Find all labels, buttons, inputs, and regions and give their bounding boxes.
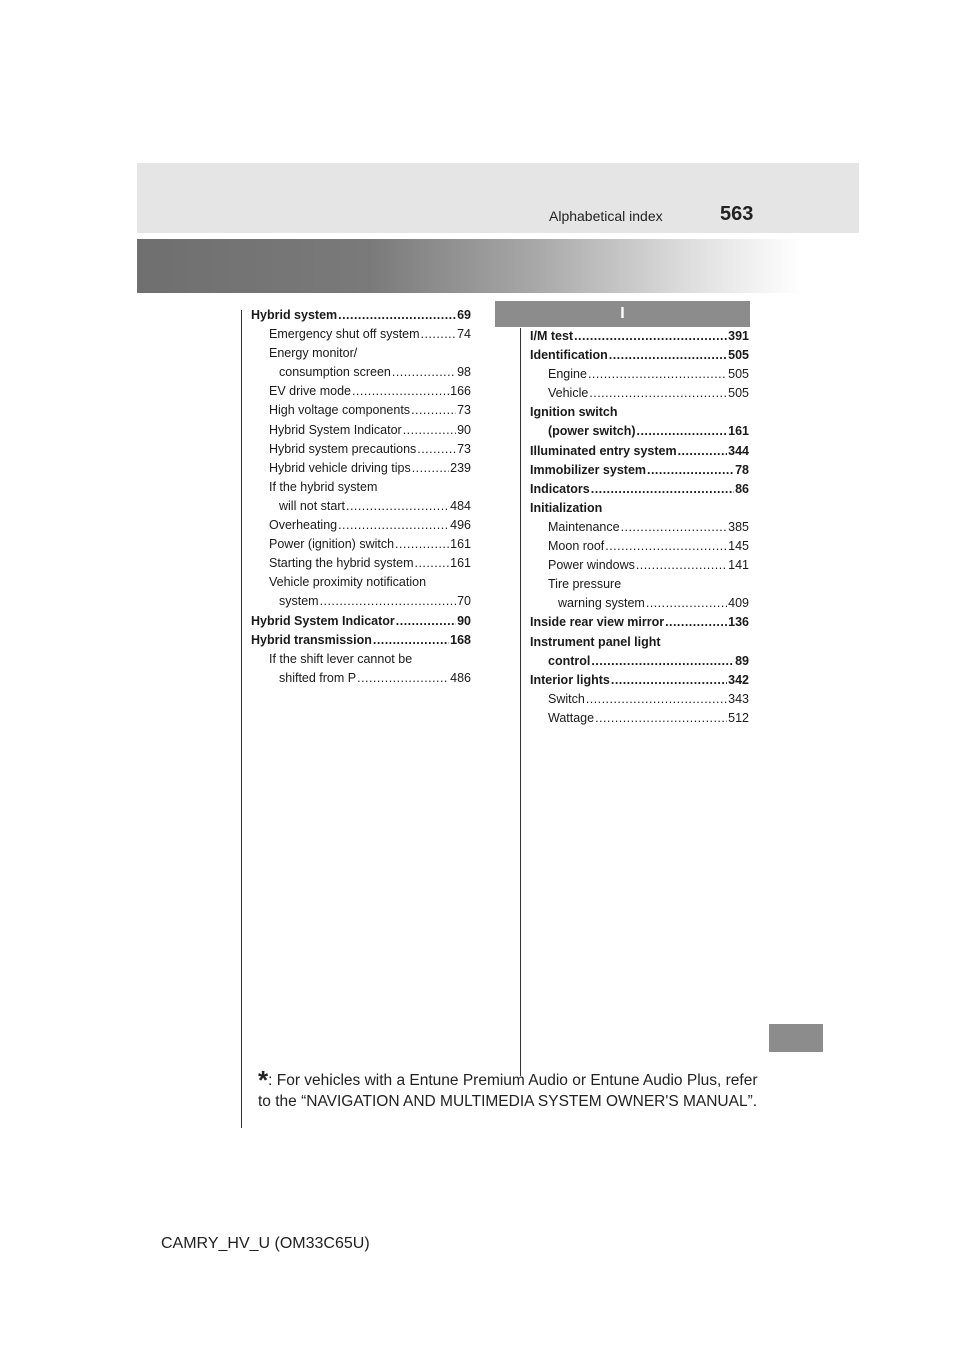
dot-leader xyxy=(396,612,456,631)
index-entry-page: 496 xyxy=(450,518,471,533)
dot-leader xyxy=(415,554,450,573)
index-entry-page: 391 xyxy=(728,329,749,343)
index-entry xyxy=(251,363,471,382)
index-entry-label: Power windows xyxy=(548,558,635,573)
index-entry xyxy=(251,497,471,516)
index-entry-page: 239 xyxy=(450,460,471,475)
index-entry-page: 136 xyxy=(728,615,749,630)
dot-leader xyxy=(589,384,727,403)
index-entry-label: Inside rear view mirror xyxy=(530,615,665,630)
index-entry-label: control xyxy=(548,653,591,668)
index-entry-label: If the hybrid system xyxy=(269,479,378,494)
index-entry-label: Vehicle proximity notification xyxy=(269,575,427,590)
dot-leader xyxy=(591,480,734,499)
index-entry xyxy=(530,480,749,499)
index-entry-label: Tire pressure xyxy=(548,577,622,592)
index-entry xyxy=(530,652,749,671)
index-entry xyxy=(530,537,749,556)
index-entry-label: Switch xyxy=(548,691,585,706)
index-entry xyxy=(530,709,749,728)
index-entry-page: 78 xyxy=(735,462,749,477)
dot-leader xyxy=(609,346,727,365)
index-entry xyxy=(251,459,471,478)
dot-leader xyxy=(574,327,727,346)
index-entry xyxy=(251,382,471,401)
dot-leader xyxy=(586,690,727,709)
index-entry-label: EV drive mode xyxy=(269,384,351,399)
header-gradient-bar xyxy=(137,239,802,293)
index-entry-page: 168 xyxy=(450,632,471,647)
right-index-column xyxy=(530,327,749,728)
middle-column-rule xyxy=(520,328,521,1076)
index-entry xyxy=(530,594,749,613)
index-entry-label: Instrument panel light xyxy=(530,634,661,649)
index-entry-label: Hybrid vehicle driving tips xyxy=(269,460,411,475)
dot-leader xyxy=(421,325,457,344)
section-title: Alphabetical index xyxy=(549,208,663,224)
index-entry xyxy=(251,325,471,344)
dot-leader xyxy=(395,535,449,554)
index-entry-label: Illuminated entry system xyxy=(530,443,677,458)
section-letter-bar: I xyxy=(495,301,750,327)
index-entry-page: 70 xyxy=(457,594,471,609)
index-entry xyxy=(530,518,749,537)
dot-leader xyxy=(646,594,727,613)
index-entry-page: 90 xyxy=(457,613,471,628)
index-entry-label: consumption screen xyxy=(279,365,391,380)
dot-leader xyxy=(621,518,728,537)
dot-leader xyxy=(411,401,456,420)
dot-leader xyxy=(417,440,456,459)
index-entry-label: Starting the hybrid system xyxy=(269,556,414,571)
dot-leader xyxy=(352,382,449,401)
index-entry-label: Initialization xyxy=(530,500,603,515)
dot-leader xyxy=(647,461,734,480)
footnote xyxy=(258,1065,758,1112)
index-entry-page: 505 xyxy=(728,367,749,382)
index-entry xyxy=(251,401,471,420)
dot-leader xyxy=(588,365,727,384)
index-entry-label: Hybrid system xyxy=(251,308,338,322)
footnote-marker: * xyxy=(258,1065,269,1095)
index-entry xyxy=(530,461,749,480)
dot-leader xyxy=(403,421,456,440)
index-entry-label: Hybrid System Indicator xyxy=(251,613,395,628)
index-entry xyxy=(530,384,749,403)
dot-leader xyxy=(665,613,727,632)
left-column-rule xyxy=(241,310,242,1128)
index-entry-page: 69 xyxy=(457,308,471,322)
index-entry-page: 73 xyxy=(457,403,471,418)
index-entry-page: 484 xyxy=(450,498,471,513)
index-entry-page: 74 xyxy=(457,327,471,342)
index-entry-label: Identification xyxy=(530,348,608,363)
index-entry xyxy=(251,421,471,440)
dot-leader xyxy=(392,363,456,382)
index-entry-page: 89 xyxy=(735,653,749,668)
index-entry-label: Emergency shut off system xyxy=(269,327,420,342)
dot-leader xyxy=(595,709,727,728)
index-entry xyxy=(251,306,471,325)
index-entry-page: 161 xyxy=(728,424,749,439)
index-entry-page: 343 xyxy=(728,691,749,706)
index-entry-page: 161 xyxy=(450,556,471,571)
index-entry xyxy=(530,442,749,461)
index-entry xyxy=(530,346,749,365)
dot-leader xyxy=(591,652,734,671)
dot-leader xyxy=(678,442,728,461)
document-id: CAMRY_HV_U (OM33C65U) xyxy=(161,1235,370,1252)
page-number: 563 xyxy=(720,203,754,225)
index-entry-page: 344 xyxy=(728,443,749,458)
index-entry xyxy=(251,631,471,650)
index-entry-page: 141 xyxy=(728,558,749,573)
index-entry xyxy=(251,592,471,611)
left-index-column xyxy=(251,306,471,688)
index-entry xyxy=(251,554,471,573)
index-entry-label: will not start xyxy=(279,498,345,513)
index-entry xyxy=(251,669,471,688)
index-entry-label: (power switch) xyxy=(548,424,636,439)
index-entry-page: 98 xyxy=(457,365,471,380)
index-entry-label: Power (ignition) switch xyxy=(269,537,395,552)
footnote-text: : For vehicles with a Entune Premium Audio or Entune Audio Plus, refer to the “NAVIGATION AND MULTIMEDIA SYSTEM OWNER'S MANUAL”. xyxy=(258,1072,758,1110)
index-entry-label: Indicators xyxy=(530,481,590,496)
index-entry xyxy=(530,613,749,632)
index-entry xyxy=(251,612,471,631)
index-entry-label: Interior lights xyxy=(530,672,610,687)
index-entry xyxy=(251,440,471,459)
dot-leader xyxy=(346,497,449,516)
index-entry-label: I/M test xyxy=(530,329,574,343)
index-entry-page: 505 xyxy=(728,348,749,363)
index-entry-label: Wattage xyxy=(548,710,595,725)
index-entry xyxy=(251,535,471,554)
index-entry-page: 86 xyxy=(735,481,749,496)
index-entry-label: Immobilizer system xyxy=(530,462,647,477)
index-entry-page: 145 xyxy=(728,539,749,554)
index-entry-page: 161 xyxy=(450,537,471,552)
index-entry-label: Hybrid System Indicator xyxy=(269,422,402,437)
index-entry-page: 342 xyxy=(728,672,749,687)
index-entry-label: Hybrid transmission xyxy=(251,632,372,647)
dot-leader xyxy=(637,422,728,441)
index-entry xyxy=(530,327,749,346)
index-entry-page: 505 xyxy=(728,386,749,401)
index-entry-label: Ignition switch xyxy=(530,405,618,420)
index-entry-label: Moon roof xyxy=(548,539,605,554)
index-entry-page: 409 xyxy=(728,596,749,611)
index-entry-label: system xyxy=(279,594,319,609)
index-entry xyxy=(530,422,749,441)
index-entry-label: Maintenance xyxy=(548,519,620,534)
index-entry xyxy=(530,690,749,709)
index-entry-label: Engine xyxy=(548,367,587,382)
dot-leader xyxy=(412,459,449,478)
index-entry xyxy=(530,556,749,575)
index-entry-page: 73 xyxy=(457,441,471,456)
index-entry xyxy=(530,365,749,384)
dot-leader xyxy=(605,537,727,556)
index-entry-page: 385 xyxy=(728,519,749,534)
dot-leader xyxy=(611,671,727,690)
dot-leader xyxy=(320,592,457,611)
index-entry-label: shifted from P xyxy=(279,670,357,685)
dot-leader xyxy=(357,669,449,688)
index-entry-label: High voltage components xyxy=(269,403,411,418)
dot-leader xyxy=(373,631,449,650)
index-entry-page: 166 xyxy=(450,384,471,399)
index-entry-page: 486 xyxy=(450,670,471,685)
index-entry-label: Hybrid system precautions xyxy=(269,441,417,456)
index-entry-page: 512 xyxy=(728,710,749,725)
index-entry-label: warning system xyxy=(558,596,645,611)
index-entry-label: If the shift lever cannot be xyxy=(269,651,413,666)
index-entry-page: 90 xyxy=(457,422,471,437)
index-entry-label: Overheating xyxy=(269,518,338,533)
index-entry-label: Vehicle xyxy=(548,386,589,401)
side-thumb-tab xyxy=(769,1024,823,1052)
index-entry-label: Energy monitor/ xyxy=(269,346,358,361)
dot-leader xyxy=(636,556,727,575)
index-entry xyxy=(251,516,471,535)
dot-leader xyxy=(338,516,449,535)
dot-leader xyxy=(338,306,456,325)
index-entry xyxy=(530,671,749,690)
